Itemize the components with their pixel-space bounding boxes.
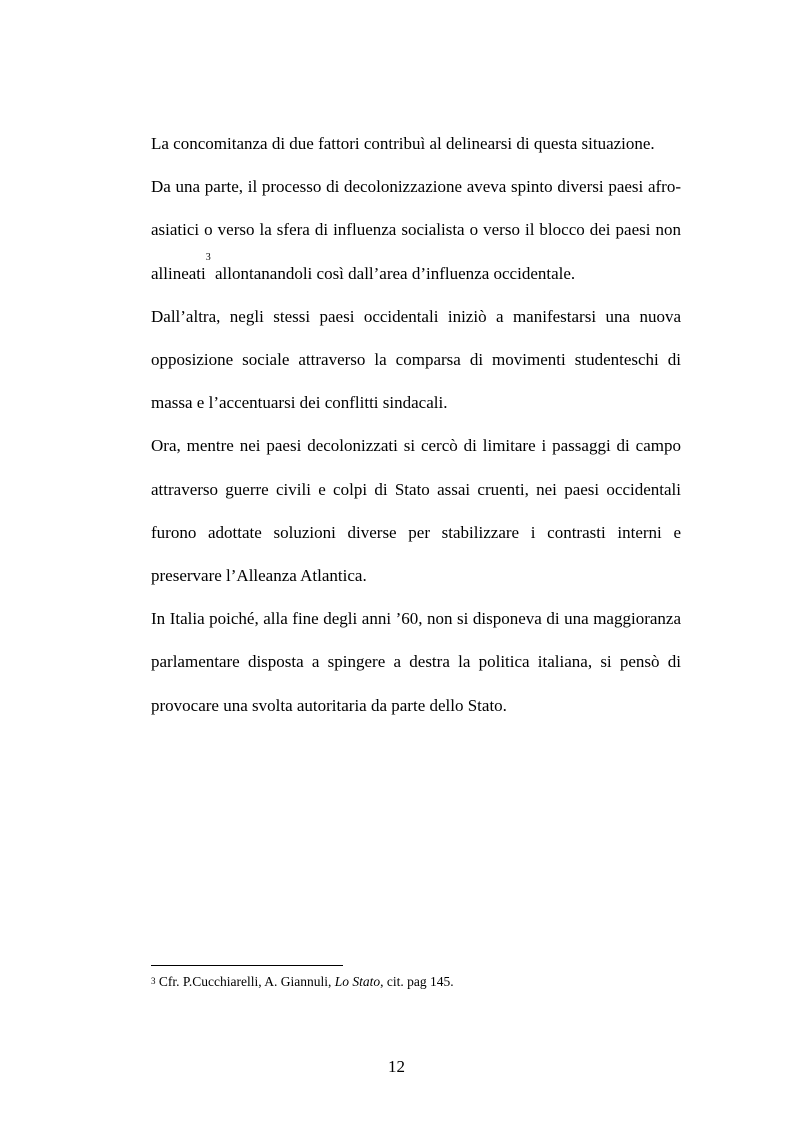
paragraph-3: Dall’altra, negli stessi paesi occidentali iniziò a manifestarsi una nuova opposizione sociale attraverso la comparsa di movimenti studenteschi di massa e l’accentuarsi dei conflitti sindacali. xyxy=(151,306,681,413)
footnote xyxy=(151,973,681,991)
footnote-text-before: Cfr. P.Cucchiarelli, A. Giannuli, xyxy=(155,974,335,989)
paragraph-1: La concomitanza di due fattori contribuì al delinearsi di questa situazione. xyxy=(151,134,655,153)
paragraph-5: In Italia poiché, alla fine degli anni ’60, non si disponeva di una maggioranza parlamentare disposta a spingere a destra la politica italiana, si pensò di provocare una svolta autoritaria da parte dello Stato. xyxy=(151,609,681,715)
page-number: 12 xyxy=(388,1057,405,1076)
paragraph-2 xyxy=(151,165,681,295)
footnote-reference: 3 xyxy=(205,251,211,263)
footnote-separator xyxy=(151,965,343,966)
paragraph-4: Ora, mentre nei paesi decolonizzati si cercò di limitare i passaggi di campo attraverso guerre civili e colpi di Stato assai cruenti, nei paesi occidentali furono adottate soluzioni diverse per stabilizzare i contrasti interni e preservare l’Alleanza Atlantica. xyxy=(151,436,681,586)
paragraph-2-text-before: Da una parte, il processo di decolonizzazione aveva spinto diversi paesi afro-asiatici o verso la sfera di influenza socialista o verso il blocco dei paesi non allineati xyxy=(151,177,681,283)
footnote-title: Lo Stato xyxy=(334,974,381,989)
footnote-text-after: , cit. pag 145. xyxy=(380,974,454,989)
footnote-mark: 3 xyxy=(151,976,156,986)
paragraph-2-text-after: allontanandoli così dall’area d’influenza occidentale. xyxy=(210,263,576,283)
body-text xyxy=(151,122,681,727)
